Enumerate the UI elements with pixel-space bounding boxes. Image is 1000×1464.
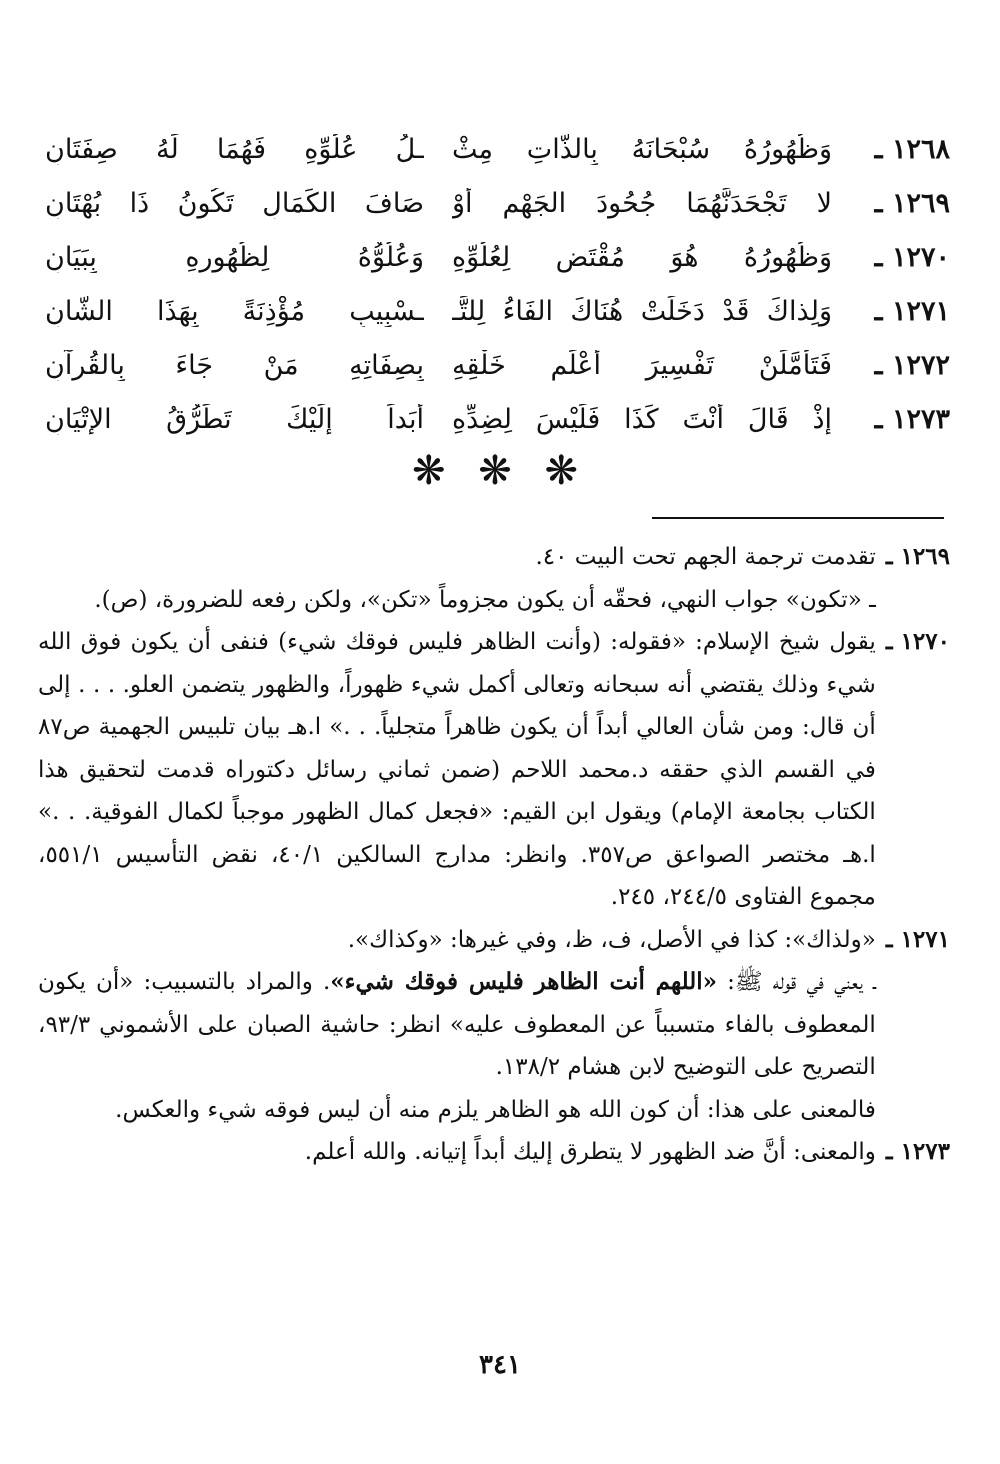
verse-second-hemistich: صَافَ الكَمَالِ تَكُونُ ذَا بُهْتَانِ [45, 187, 424, 219]
verse-row [45, 230, 950, 284]
verse-second-hemistich: أبَداً إلَيْكَ تَطَرُّقُ الإتْيَانِ [45, 403, 424, 435]
verse-first-hemistich: وَلِذاكَ قَدْ دَخَلَتْ هُنَاكَ الفَاءُ لِلتَّـ [452, 295, 832, 327]
footnote-text: تقدمت ترجمة الجهم تحت البيت ٤٠. [535, 544, 876, 570]
footnotes [38, 536, 950, 1174]
footnote-1271 [38, 919, 950, 1132]
footnote-text [38, 961, 876, 1089]
footnote-1270 [38, 621, 950, 919]
verse-number: ١٢٧١ ـ [874, 295, 950, 327]
verse-second-hemistich: ـسْبِيبِ مُؤْذِنَةً بِهَذَا الشَّانِ [45, 295, 424, 327]
footnote-text: «ولذاك»: كذا في الأصل، ف، ظ، وفي غيرها: «وكذاك». [347, 926, 876, 953]
verse-number: ١٢٧٣ ـ [874, 403, 950, 435]
footnote-text: فالمعنى على هذا: أن كون الله هو الظاهر يلزم منه أن ليس فوقه شيء والعكس. [115, 1096, 876, 1123]
footnote-number: ١٢٧١ ـ [885, 925, 950, 953]
footnote-text: والمعنى: أنَّ ضد الظهور لا يتطرق إليك أبداً إتيانه. والله أعلم. [304, 1139, 876, 1165]
footnote-number: ١٢٧٣ ـ [885, 1138, 950, 1165]
poem-verses [45, 122, 950, 446]
verse-number: ١٢٧٠ ـ [874, 241, 950, 273]
verse-second-hemistich: ـلُ عُلُوِّهِ فَهُمَا لَهُ صِفَتَانِ [45, 133, 424, 165]
verse-number: ١٢٧٢ ـ [874, 349, 950, 381]
footnote-text: يقول شيخ الإسلام: «فقوله: (وأنت الظاهر فليس فوقك شيء) فنفى أن يكون فوق الله شيء وذلك يقتضي أنه سبحانه وتعالى أكمل شيء ظهوراً، والظهور يتضمن العلو. . . . إلى أن قال: ومن شأن العالي أبداً أن يكون ظاهراً متجلياً. . .» ا.هـ بيان تلبيس الجهمية ص٨٧ في القسم الذي حققه د.محمد اللاحم (ضمن ثماني رسائل دكتوراه قدمت لتحقيق هذا الكتاب بجامعة الإمام) ويقول ابن القيم: «فجعل كمال الظهور موجباً لكمال الفوقية. . .» ا.هـ مختصر الصواعق ص٣٥٧. وانظر: مدارج السالكين ٤٠/١، نقض التأسيس ٥٥١/١، مجموع الفتاوى ٢٤٤/٥، ٢٤٥. [38, 629, 876, 910]
verse-first-hemistich: إذْ قَالَ أنْتَ كَذَا فَلَيْسَ لِضِدِّهِ [452, 403, 832, 435]
verse-row [45, 176, 950, 230]
footnote-text: ـ «تكون» جواب النهي، فحقّه أن يكون مجزوماً «تكن»، ولكن رفعه للضرورة، (ص). [94, 586, 876, 613]
verse-row [45, 392, 950, 446]
verse-first-hemistich: لا تَجْحَدَنَّهُمَا جُحُودَ الجَهْمِ أوْ [452, 187, 832, 219]
footnote-1273 [38, 1131, 950, 1174]
verse-second-hemistich: بِصِفَاتِهِ مَنْ جَاءَ بِالقُرآنِ [45, 349, 424, 381]
footnote-text-part: ـ يعني في قوله ﷺ: [716, 969, 876, 995]
verse-row [45, 284, 950, 338]
hadith-quote: «اللهم أنت الظاهر فليس فوقك شيء» [330, 968, 717, 995]
footnote-1269 [38, 536, 950, 621]
verse-first-hemistich: وَظُهُورُهُ هُوَ مُقْتَضٍ لِعُلُوِّهِ [452, 241, 832, 273]
verse-number: ١٢٦٩ ـ [874, 187, 950, 219]
page-number: ٣٤١ [479, 1350, 521, 1380]
footnote-number: ١٢٧٠ ـ [885, 628, 950, 655]
verse-second-hemistich: وَعُلُوُّهُ لِظُهُورِهِ بِبَيَانِ [45, 241, 424, 273]
verse-row [45, 122, 950, 176]
verse-first-hemistich: فَتَأَمَّلَنْ تَفْسِيرَ أعْلَمِ خَلْقِهِ [452, 349, 832, 381]
verse-first-hemistich: وَظُهُورُهُ سُبْحَانَهُ بِالذَّاتِ مِثْ [452, 133, 832, 165]
section-separator-stars: ❋ ❋ ❋ [412, 448, 588, 494]
verse-number: ١٢٦٨ ـ [874, 133, 950, 165]
footnote-divider [652, 517, 944, 519]
verse-row [45, 338, 950, 392]
footnote-number: ١٢٦٩ ـ [885, 543, 950, 570]
footnote-text-part: . والمراد بالتسبيب: «أن يكون المعطوف بالفاء متسبباً عن المعطوف عليه» انظر: حاشية الصبان على الأشموني ٩٣/٣، التصريح على التوضيح لابن هشام ١٣٨/٢. [38, 969, 876, 1080]
